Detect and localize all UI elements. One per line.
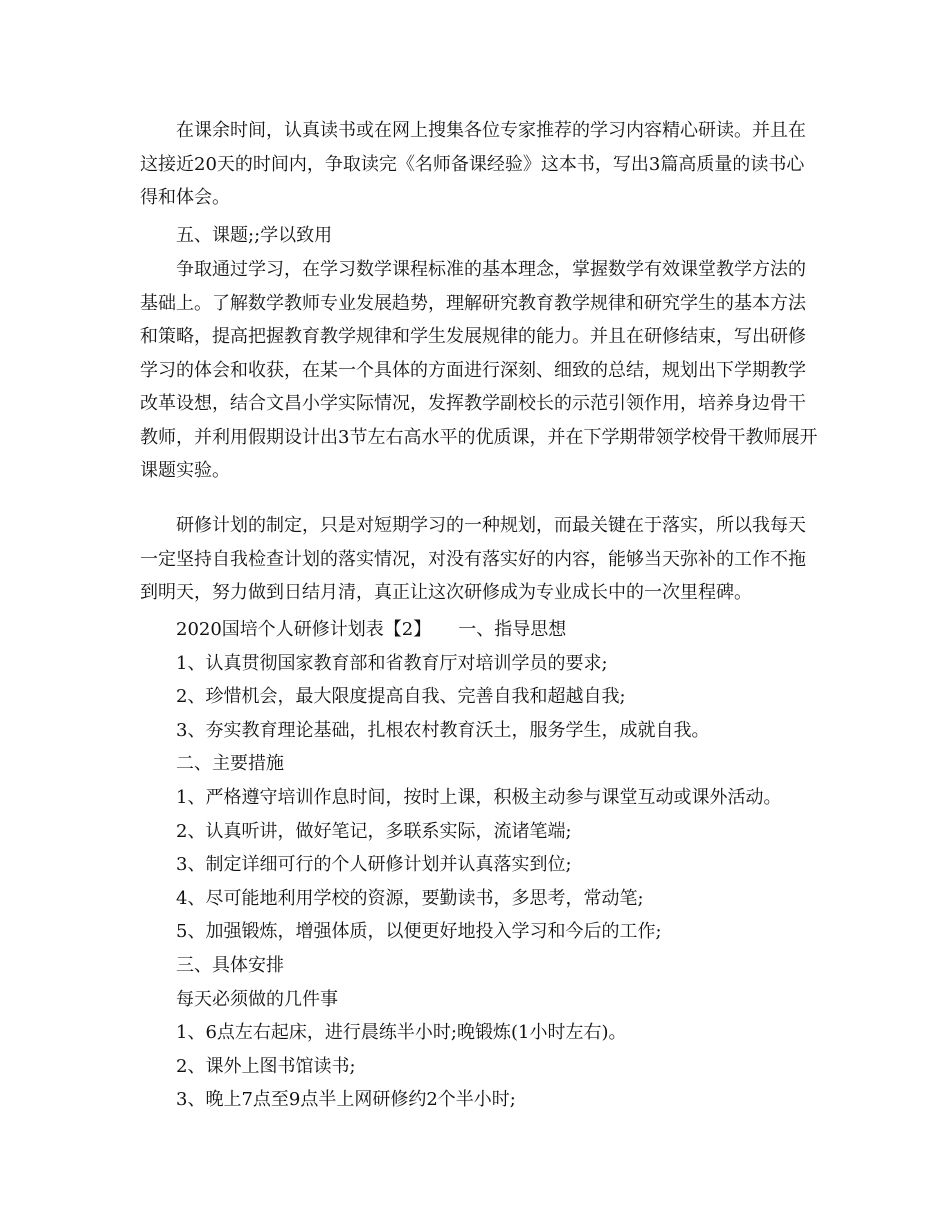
list-item-measure-4: 4、尽可能地利用学校的资源，要勤读书，多思考，常动笔; xyxy=(176,888,644,909)
paragraph-implementation: 研修计划的制定，只是对短期学习的一种规划，而最关键在于落实，所以我每天一定坚持自我检查计划的落实情况，对没有落实好的内容，能够当天弥补的工作不拖到明天，努力做到日结月清，真正让这次研修成为专业成长中的一次里程碑。 xyxy=(140,515,806,603)
list-item-daily-1: 1、6点左右起床，进行晨练半小时;晚锻炼(1小时左右)。 xyxy=(176,1022,627,1043)
list-item-guiding-3: 3、夯实教育理论基础，扎根农村教育沃土，服务学生，成就自我。 xyxy=(176,720,710,741)
heading-main-measures: 二、主要措施 xyxy=(176,753,284,774)
list-item-daily-3: 3、晚上7点至9点半上网研修约2个半小时; xyxy=(176,1089,516,1110)
list-item-measure-2: 2、认真听讲，做好笔记，多联系实际，流诸笔端; xyxy=(176,821,572,842)
subheading-daily-tasks: 每天必须做的几件事 xyxy=(176,989,338,1010)
list-item-measure-3: 3、制定详细可行的个人研修计划并认真落实到位; xyxy=(176,854,572,875)
heading-specific-arrangement: 三、具体安排 xyxy=(176,955,284,976)
list-item-measure-5: 5、加强锻炼，增强体质，以便更好地投入学习和今后的工作; xyxy=(176,921,662,942)
paragraph-reading-plan: 在课余时间，认真读书或在网上搜集各位专家推荐的学习内容精心研读。并且在这接近20天的时间内，争取读完《名师备课经验》这本书，写出3篇高质量的读书心得和体会。 xyxy=(140,120,806,208)
list-item-guiding-2: 2、珍惜机会，最大限度提高自我、完善自我和超越自我; xyxy=(176,686,626,707)
heading-plan-2-guiding-thought: 2020国培个人研修计划表【2】 一、指导思想 xyxy=(176,619,567,640)
list-item-daily-2: 2、课外上图书馆读书; xyxy=(176,1056,356,1077)
list-item-measure-1: 1、严格遵守培训作息时间，按时上课，积极主动参与课堂互动或课外活动。 xyxy=(176,787,782,808)
heading-section-five: 五、课题;;学以致用 xyxy=(176,225,333,246)
paragraph-study-goals: 争取通过学习，在学习数学课程标准的基本理念，掌握数学有效课堂教学方法的基础上。了解数学教师专业发展趋势，理解研究教育教学规律和研究学生的基本方法和策略，提高把握教育教学规律和学生发展规律的能力。并且在研修结束，写出研修学习的体会和收获，在某一个具体的方面进行深刻、细致的总结，规划出下学期教学改革设想，结合文昌小学实际情况，发挥教学副校长的示范引领作用，培养身边骨干教师，并利用假期设计出3节左右高水平的优质课，并在下学期带领学校骨干教师展开课题实验。 xyxy=(140,259,818,481)
list-item-guiding-1: 1、认真贯彻国家教育部和省教育厅对培训学员的要求; xyxy=(176,653,608,674)
